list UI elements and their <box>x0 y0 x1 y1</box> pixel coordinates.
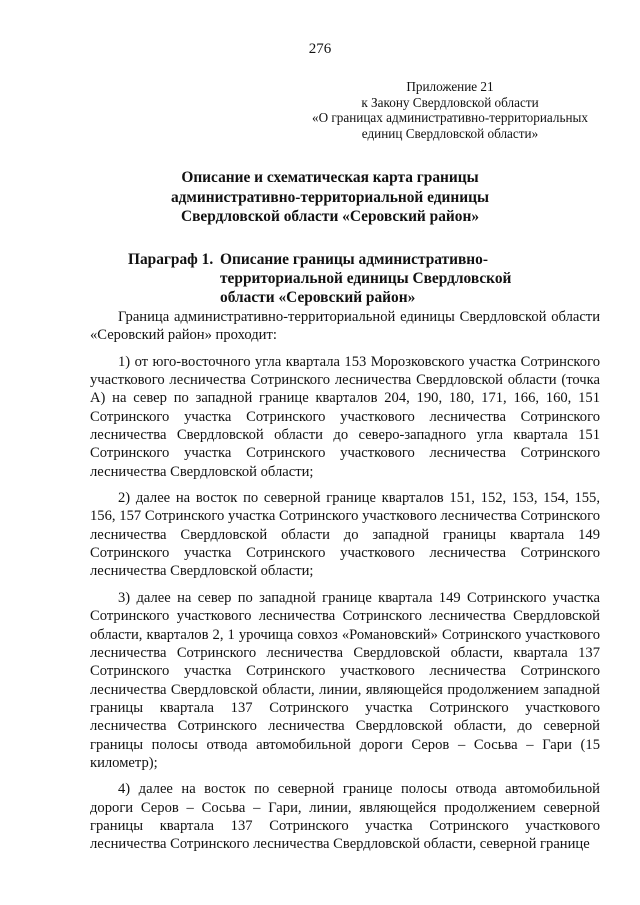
paragraph-heading-row <box>128 250 598 269</box>
intro-paragraph: Граница административно-территориальной единицы Свердловской области «Серовский район» проходит: <box>90 309 600 344</box>
boundary-item-3: 3) далее на север по западной границе квартала 149 Сотринского участка Сотринского участкового лесничества Сотринского лесничества Свердловской области, кварталов 2, 1 урочища совхоз «Романовский» Сотринского участкового лесничества Сотринского лесничества Свердловской области, квартала 137 Сотринского участка Сотринского участкового лесничества Сотринского лесничества Свердловской области, линии, являющейся продолжением западной границы квартала 137 Сотринского участка Сотринского участкового лесничества Сотринского лесничества Свердловской области, до северной границы полосы отвода автомобильной дороги Серов – Сосьва – Гари (15 километр); <box>90 589 600 771</box>
boundary-item-1: 1) от юго-восточного угла квартала 153 Морозковского участка Сотринского участкового лесничества Сотринского лесничества Свердловской области (точка А) на север по западной границе кварталов 204, 190, 180, 171, 166, 160, 151 Сотринского участка Сотринского участкового лесничества Сотринского лесничества Свердловской области до северо-западного угла квартала 151 Сотринского участка Сотринского участкового лесничества Сотринского лесничества Свердловской области; <box>90 353 600 480</box>
appendix-line: Приложение 21 <box>406 79 494 94</box>
boundary-item-2: 2) далее на восток по северной границе кварталов 151, 152, 153, 154, 155, 156, 157 Сотринского участка Сотринского участкового лесничества Сотринского лесничества Свердловской области до западной границы квартала 149 Сотринского участка Сотринского участкового лесничества Сотринского лесничества Свердловской области; <box>90 490 600 580</box>
paragraph-label: Параграф 1. <box>128 251 214 268</box>
title-line: Свердловской области «Серовский район» <box>180 208 480 225</box>
paragraph-heading <box>128 250 598 307</box>
paragraph-title-line: территориальной единицы Свердловской <box>220 270 512 287</box>
document-title <box>60 168 600 227</box>
boundary-item-4: 4) далее на восток по северной границе полосы отвода автомобильной дороги Серов – Сосьва – Гари, линии, являющейся продолжением северной границы квартала 137 Сотринского участка Сотринского участкового лесничества Сотринского лесничества Свердловской области, северной границе <box>90 781 600 853</box>
body-text <box>90 308 600 862</box>
title-line: административно-территориальной единицы <box>170 188 490 206</box>
appendix-line: к Закону Свердловской области <box>361 94 539 110</box>
title-line: Описание и схематическая карта границы <box>181 169 479 186</box>
appendix-line: «О границах административно-территориальных <box>311 110 588 126</box>
page-number: 276 <box>308 41 332 57</box>
appendix-line: единиц Свердловской области» <box>361 125 539 141</box>
paragraph-title-line: Описание границы административно- <box>220 251 488 268</box>
appendix-block <box>300 79 600 141</box>
paragraph-title-line: области «Серовский район» <box>220 289 416 306</box>
